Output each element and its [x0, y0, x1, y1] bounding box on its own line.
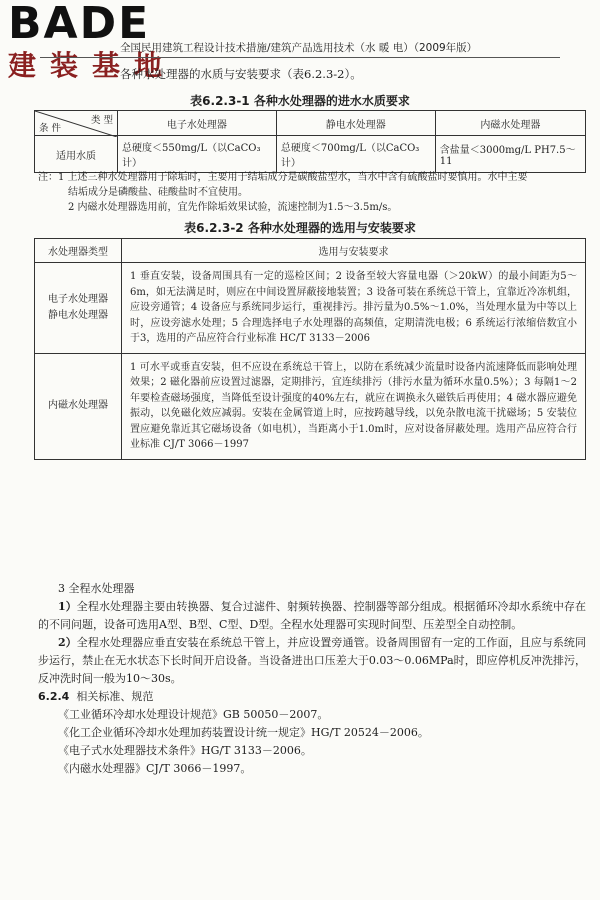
table1-cell: 总硬度＜550mg/L（以CaCO₃计） — [118, 136, 277, 173]
table2-type-magnetic: 内磁水处理器 — [35, 353, 122, 459]
section3-paragraph-1: 1）全程水处理器主要由转换器、复合过滤件、射频转换器、控制器等部分组成。根据循环冷却水系统中存在的不同问题，设备可选用A型、B型、C型、D型。全程水处理器可实现时间型、压差型全自动控制。 — [38, 600, 586, 631]
logo-chinese: 建装基地 — [8, 49, 177, 82]
note-1-cont: 结垢成分是磷酸盐、硅酸盐时不宜使用。 — [68, 187, 248, 198]
section3-title: 3 全程水处理器 — [58, 582, 135, 595]
note-2: 2 内磁水处理器选用前，宜先作除垢效果试验，流速控制为1.5～3.5m/s。 — [68, 202, 398, 213]
table1-header-electronic: 电子水处理器 — [118, 111, 277, 136]
table-inlet-water-quality — [34, 110, 586, 173]
section-full-process-treater — [38, 580, 586, 778]
running-title: 全国民用建筑工程设计技术措施/建筑产品选用技术（水 暖 电）（2009年版） — [120, 42, 478, 54]
table1-notes — [38, 170, 586, 215]
table2-requirements-magnetic: 1 可水平或垂直安装，但不应设在系统总干管上，以防在系统减少流量时设备内流速降低而影响处理效果；2 磁化器前应设置过滤器，定期排污，宜连续排污（排污水量为循环水量0.5%）；3 每隔1～2年要检查磁场强度，当降低至设计强度的40%左右，就应在调换永久磁铁后再使用；4 磁水器应避免振动，以免磁化效应减弱。安装在金属管道上时，应按跨越导线，以免杂散电流干扰磁场；5 安装位置应避免靠近其它磁场设备（如电机），当距离小于1.0m时，应对设备屏蔽处理。选用产品应符合行业标准 CJ/T 3066－1997 — [122, 353, 586, 459]
standard-item: 《化工企业循环冷却水处理加药装置设计统一规定》HG/T 20524－2006。 — [58, 726, 429, 739]
table2-caption: 表6.2.3-2 各种水处理器的选用与安装要求 — [184, 221, 416, 235]
header-rule — [40, 57, 560, 58]
section3-paragraph-2: 2）全程水处理器应垂直安装在系统总干管上，并应设置旁通管。设备周围留有一定的工作面，且应与系统同步运行，禁止在无水状态下长时间开启设备。当设备进出口压差大于0.03～0.06MPa时，即应停机反冲洗排污，反冲洗时间一般为10～30s。 — [38, 636, 586, 685]
table-selection-installation — [34, 238, 586, 460]
standard-item: 《内磁水处理器》CJ/T 3066－1997。 — [58, 762, 252, 775]
table2-type-electronic: 电子水处理器 静电水处理器 — [35, 263, 122, 354]
table2-requirements-electronic: 1 垂直安装，设备周围具有一定的巡检区间；2 设备至较大容量电器（＞20kW）的最小间距为5～6m，如无法满足时，则应在中间设置屏蔽接地装置；3 设备可装在系统总干管上，宜靠近冷冻机组，应设旁通管；4 设备应与系统同步运行，重视排污。排污量为0.5%～1.0%，当处理水量为中等以上时，应设旁滤水处理；5 合理选择电子水处理器的高频值，定期清洗电极；6 系统运行浓缩倍数宜小于3，选用的产品应符合行业标准 HC/T 3133－2006 — [122, 263, 586, 354]
standard-item: 《电子式水处理器技术条件》HG/T 3133－2006。 — [58, 744, 312, 757]
intro-text: 各种水处理器的水质与安装要求（表6.2.3-2）。 — [120, 67, 362, 81]
table1-header-magnetic: 内磁水处理器 — [435, 111, 585, 136]
table1-cell: 含盐量＜3000mg/L PH7.5～11 — [435, 136, 585, 173]
table2-header-requirements: 选用与安装要求 — [122, 239, 586, 263]
table2-header-type: 水处理器类型 — [35, 239, 122, 263]
table1-row-label: 适用水质 — [35, 136, 118, 173]
table1-header-electrostatic: 静电水处理器 — [276, 111, 435, 136]
table1-caption: 表6.2.3-1 各种水处理器的进水水质要求 — [190, 94, 410, 108]
table1-corner-cell: 类 型 条 件 — [35, 111, 118, 136]
section624-heading: 6.2.4 相关标准、规范 — [38, 690, 154, 703]
standard-item: 《工业循环冷却水处理设计规范》GB 50050－2007。 — [58, 708, 329, 721]
table1-cell: 总硬度＜700mg/L（以CaCO₃计） — [276, 136, 435, 173]
logo-wordmark: BADE — [8, 0, 151, 49]
note-1: 注：1 上述三种水处理器用于除垢时，主要用于结垢成分是碳酸盐型水，当水中含有硫酸盐时要慎用。水中主要 — [38, 172, 528, 183]
